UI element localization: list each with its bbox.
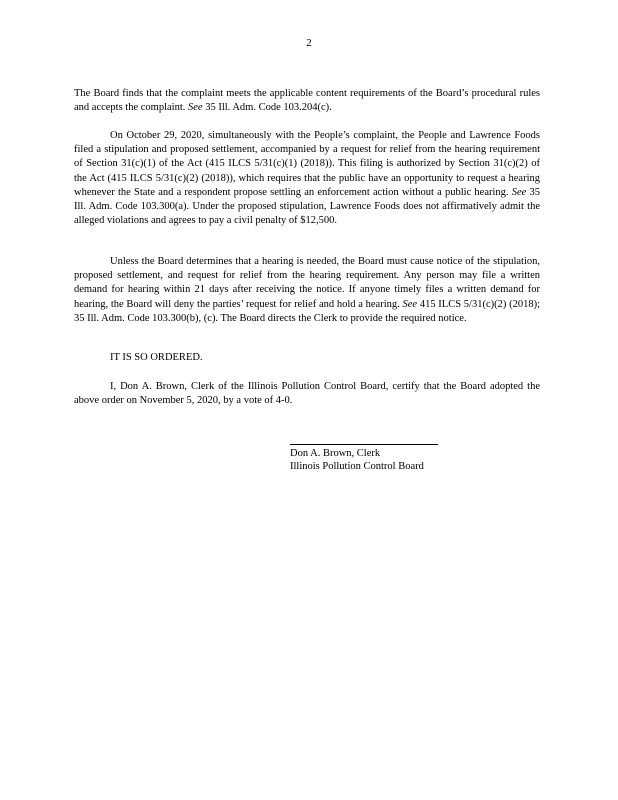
p3-text-before: Unless the Board determines that a hearing is needed, the Board must cause notice of the stipulation, proposed settlement, and request for relief from the hearing requirement. Any person may file a written demand for hearing within 21 days after receiving the notice. If anyone timely files a written demand for hearing, the Board will deny the parties’ request for relief and hold a hearing. <box>74 256 540 310</box>
page-number: 2 <box>306 37 312 49</box>
paragraph-hearing-notice <box>74 255 540 326</box>
p1-text-before: The Board finds that the complaint meets the applicable content requirements of the Board’s procedural rules and accepts the complaint. <box>74 88 540 114</box>
p1-text-after: 35 Ill. Adm. Code 103.204(c). <box>202 102 332 114</box>
paragraph-complaint-accepted <box>74 87 540 115</box>
p3-text-after: 415 ILCS 5/31(c)(2) (2018); 35 Ill. Adm. Code 103.300(b), (c). The Board directs the Clerk to provide the required notice. <box>74 298 541 324</box>
p1-citation-signal: See <box>188 102 203 114</box>
clerk-certification: I, Don A. Brown, Clerk of the Illinois Pollution Control Board, certify that the Board adopted the above order on November 5, 2020, by a vote of 4-0. <box>74 381 540 407</box>
p2-text-after: 35 Ill. Adm. Code 103.300(a). Under the proposed stipulation, Lawrence Foods does not affirmatively admit the alleged violations and agrees to pay a civil penalty of $12,500. <box>74 186 540 227</box>
p2-text-before: On October 29, 2020, simultaneously with the People’s complaint, the People and Lawrence Foods filed a stipulation and proposed settlement, accompanied by a request for relief from the hearing requirement of Section 31(c)(1) of the Act (415 ILCS 5/31(c)(1) (2018)). This filing is authorized by Section 31(c)(2) of the Act (415 ILCS 5/31(c)(2) (2018)), which requires that the public have an opportunity to request a hearing whenever the State and a respondent propose settling an enforcement action without a public hearing. <box>74 130 540 198</box>
p3-citation-signal: See <box>402 298 418 310</box>
p2-citation-signal: See <box>511 186 527 198</box>
signatory-organization: Illinois Pollution Control Board <box>290 461 424 472</box>
signature-line <box>290 444 438 445</box>
signatory-name: Don A. Brown, Clerk <box>290 448 381 459</box>
so-ordered-statement: IT IS SO ORDERED. <box>110 352 203 363</box>
paragraph-stipulation <box>74 129 540 228</box>
